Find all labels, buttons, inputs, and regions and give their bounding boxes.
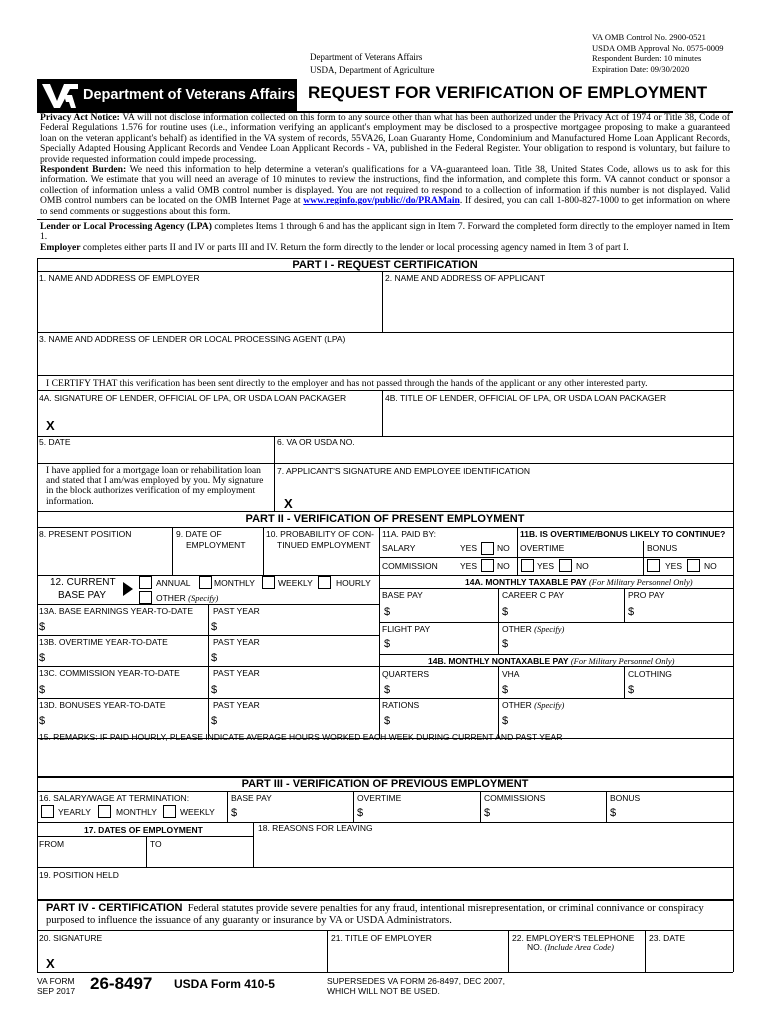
item12-label-a: 12. CURRENT <box>50 577 116 588</box>
clothing-dollar: $ <box>628 684 635 696</box>
quarters-dollar: $ <box>384 684 391 696</box>
annual-label: ANNUAL <box>156 578 191 588</box>
item13b-dollar: $ <box>39 652 46 664</box>
lender-address-field[interactable] <box>38 346 732 374</box>
item13b-past-year: PAST YEAR <box>213 637 260 647</box>
salary-no-label: NO <box>497 543 510 553</box>
footer-form-number: 26-8497 <box>90 974 153 993</box>
part4-title: PART IV - CERTIFICATION <box>46 902 183 914</box>
part4-certification <box>46 903 732 926</box>
item7-label: 7. APPLICANT'S SIGNATURE AND EMPLOYEE IDENTIFICATION <box>277 466 531 476</box>
hourly-checkbox[interactable] <box>318 576 331 589</box>
item4a-label: 4A. SIGNATURE OF LENDER, OFFICIAL OF LPA, OR USDA LOAN PACKAGER <box>39 393 347 403</box>
va-logo <box>37 79 297 113</box>
item13b-label: 13B. OVERTIME YEAR-TO-DATE <box>39 637 168 647</box>
prev-weekly-checkbox[interactable] <box>163 805 176 818</box>
employer-title-field[interactable] <box>330 945 506 970</box>
prev-bonus-dollar: $ <box>610 807 617 819</box>
part2-title: PART II - VERIFICATION OF PRESENT EMPLOYMENT <box>245 513 525 525</box>
item12-label-b: BASE PAY <box>58 590 106 601</box>
item16-label: 16. SALARY/WAGE AT TERMINATION: <box>39 793 190 803</box>
flight-pay-dollar: $ <box>384 638 391 650</box>
employer-label: Employer <box>40 242 81 253</box>
pra-link[interactable]: www.reginfo.gov/public//do/PRAMain <box>303 195 460 207</box>
privacy-text: VA will not disclose information collected on this form to any source other than what has been authorized under the Privacy Act of 1974 or Title 38, Code of Federal Regulations 1.576 for routine uses (i.e., information verifying an applicant's employment may be disclosed to a prospective mortgagee proposing to make a guaranteed loan on the veteran applicant's behalf) as identified in the VA system of records, 55VA26, Loan Guaranty Home, Condominium and Manufactured Home Loan Applicant Records, Specially Adapted Housing Applicant Records and Vendee Loan Applicant Records - VA, published in the Federal Register. Your obligation to respond is voluntary, but failure to provide requested information could impede processing. <box>40 112 730 165</box>
remarks-field[interactable] <box>38 745 732 773</box>
base-pay-label: BASE PAY <box>382 590 423 600</box>
lender-text: completes Items 1 through 6 and has the applicant sign in Item 7. Forward the completed form directly to the employer named in Item 1. <box>40 221 731 243</box>
overtime-yes-label: YES <box>537 561 555 571</box>
item18-label: 18. REASONS FOR LEAVING <box>258 823 373 833</box>
salary-yes-checkbox[interactable] <box>481 542 494 555</box>
signature-x-20: X <box>46 956 55 971</box>
burden-label: Respondent Burden: <box>40 164 127 175</box>
other-pay-label <box>156 594 218 603</box>
item5-label: 5. DATE <box>39 437 71 447</box>
item8-label: 8. PRESENT POSITION <box>39 529 132 539</box>
item6-label: 6. VA OR USDA NO. <box>277 437 355 447</box>
overtime-label: OVERTIME <box>520 543 565 553</box>
other-nontaxable-label <box>502 701 564 710</box>
commission-no-label: NO <box>497 561 510 571</box>
rations-dollar: $ <box>384 715 391 727</box>
item23-label: 23. DATE <box>649 933 686 943</box>
lender-signature-field[interactable] <box>60 406 380 434</box>
respondent-burden: Respondent Burden: 10 minutes <box>592 53 702 64</box>
other-text: OTHER <box>156 593 186 603</box>
other-nontaxable-specify: (Specify) <box>534 700 565 710</box>
employer-address-field[interactable] <box>38 284 381 331</box>
other-pay-field[interactable] <box>230 591 377 604</box>
reasons-for-leaving-field[interactable] <box>256 834 732 866</box>
item13d-past-dollar: $ <box>211 715 218 727</box>
item21-label: 21. TITLE OF EMPLOYER <box>331 933 432 943</box>
quarters-label: QUARTERS <box>382 669 430 679</box>
item13a-past-year: PAST YEAR <box>213 606 260 616</box>
va-seal-icon <box>40 81 80 111</box>
salary-label: SALARY <box>382 543 416 553</box>
lender-label: Lender or Local Processing Agency (LPA) <box>40 221 212 232</box>
prev-monthly-label: MONTHLY <box>116 807 157 817</box>
expiration-date: Expiration Date: 09/30/2020 <box>592 63 690 74</box>
arrow-right-icon <box>123 582 133 596</box>
lender-instructions <box>40 222 730 243</box>
prev-overtime-label: OVERTIME <box>357 793 402 803</box>
overtime-no-checkbox[interactable] <box>559 559 572 572</box>
flight-pay-label: FLIGHT PAY <box>382 624 431 634</box>
item11a-label: 11A. PAID BY: <box>382 529 437 539</box>
yearly-label: YEARLY <box>58 807 91 817</box>
hourly-label: HOURLY <box>336 578 371 588</box>
va-usda-no-field[interactable] <box>276 448 732 462</box>
item2-label: 2. NAME AND ADDRESS OF APPLICANT <box>385 273 546 283</box>
other-pay-checkbox[interactable] <box>139 591 152 604</box>
agency-va: Department of Veterans Affairs <box>310 52 423 62</box>
item20-label: 20. SIGNATURE <box>39 933 103 943</box>
item13c-dollar: $ <box>39 684 46 696</box>
item9-label-b: EMPLOYMENT <box>186 540 246 550</box>
part3-title: PART III - VERIFICATION OF PREVIOUS EMPLOYMENT <box>241 778 529 790</box>
vha-dollar: $ <box>502 684 509 696</box>
certify-statement: I CERTIFY THAT this verification has been sent directly to the employer and has not passed through the hands of the applicant or any other interested party. <box>46 378 648 389</box>
prev-base-pay-label: BASE PAY <box>231 793 272 803</box>
item17-label: 17. DATES OF EMPLOYMENT <box>84 825 203 835</box>
footer-supersedes-2: WHICH WILL NOT BE USED. <box>327 986 440 996</box>
applicant-signature-field[interactable] <box>298 480 730 508</box>
privacy-label: Privacy Act Notice: <box>40 112 120 123</box>
item13a-dollar: $ <box>39 621 46 633</box>
item13c-label: 13C. COMMISSION YEAR-TO-DATE <box>39 668 180 678</box>
pro-pay-dollar: $ <box>628 606 635 618</box>
item22-area-code: (Include Area Code) <box>544 942 614 952</box>
bonus-yes-label: YES <box>665 561 683 571</box>
monthly-label: MONTHLY <box>214 578 255 588</box>
overtime-no-label: NO <box>576 561 589 571</box>
footer-supersedes: SUPERSEDES VA FORM 26-8497, DEC 2007, <box>327 976 505 986</box>
prev-overtime-dollar: $ <box>357 807 364 819</box>
footer-date: SEP 2017 <box>37 986 76 996</box>
item10-label-b: TINUED EMPLOYMENT <box>277 540 371 550</box>
item13b-past-dollar: $ <box>211 652 218 664</box>
footer-usda-form: USDA Form 410-5 <box>174 977 275 991</box>
career-c-pay-label: CAREER C PAY <box>502 590 565 600</box>
certification-date-field[interactable] <box>647 945 732 970</box>
prev-bonus-label: BONUS <box>610 793 641 803</box>
lender-title-field[interactable] <box>384 406 732 434</box>
other-taxable-text: OTHER <box>502 624 532 634</box>
prev-weekly-label: WEEKLY <box>180 807 215 817</box>
weekly-checkbox[interactable] <box>262 576 275 589</box>
prev-base-pay-dollar: $ <box>231 807 238 819</box>
item1-label: 1. NAME AND ADDRESS OF EMPLOYER <box>39 273 200 283</box>
item4b-label: 4B. TITLE OF LENDER, OFFICIAL OF LPA, OR USDA LOAN PACKAGER <box>385 393 667 403</box>
form-title: REQUEST FOR VERIFICATION OF EMPLOYMENT <box>308 83 708 102</box>
item11b-label: 11B. IS OVERTIME/BONUS LIKELY TO CONTINUE? <box>520 529 726 539</box>
item22-label-b <box>527 943 614 952</box>
item13d-past-year: PAST YEAR <box>213 700 260 710</box>
omb-block <box>592 32 724 74</box>
privacy-notice <box>40 113 730 165</box>
salary-yes-label: YES <box>460 543 478 553</box>
item14a-text: 14A. MONTHLY TAXABLE PAY <box>465 577 587 587</box>
part1-title: PART I - REQUEST CERTIFICATION <box>292 259 478 271</box>
item3-label: 3. NAME AND ADDRESS OF LENDER OR LOCAL PROCESSING AGENT (LPA) <box>39 334 346 344</box>
item13a-label: 13A. BASE EARNINGS YEAR-TO-DATE <box>39 606 193 616</box>
item13d-label: 13D. BONUSES YEAR-TO-DATE <box>39 700 166 710</box>
bonus-label: BONUS <box>647 543 678 553</box>
other-nontaxable-text: OTHER <box>502 700 532 710</box>
item22-no: NO. <box>527 942 543 952</box>
monthly-checkbox[interactable] <box>199 576 212 589</box>
footer-va-form: VA FORM <box>37 976 75 986</box>
prev-monthly-checkbox[interactable] <box>98 805 111 818</box>
signature-x-7: X <box>284 496 293 511</box>
applicant-statement: I have applied for a mortgage loan or rehabilitation loan and stated that I am/was employed by you. My signature in the block authorizes verification of my employment information. <box>46 465 264 507</box>
prev-commissions-dollar: $ <box>484 807 491 819</box>
item14a-military: (For Military Personnel Only) <box>588 577 693 587</box>
other-specify: (Specify) <box>188 593 219 603</box>
omb-usda: USDA OMB Approval No. 0575-0009 <box>592 42 724 53</box>
item14b-military: (For Military Personnel Only) <box>570 656 675 666</box>
date-field[interactable] <box>38 448 272 462</box>
item14b-text: 14B. MONTHLY NONTAXABLE PAY <box>428 656 569 666</box>
omb-va: VA OMB Control No. 2900-0521 <box>592 32 706 42</box>
overtime-yes-checkbox-left[interactable] <box>521 559 534 572</box>
bonus-yes-checkbox-left[interactable] <box>647 559 660 572</box>
item14a-label <box>465 578 693 587</box>
item10-label-a: 10. PROBABILITY OF CON- <box>266 529 375 539</box>
item9-label-a: 9. DATE OF <box>176 529 222 539</box>
employer-signature-field[interactable] <box>60 945 324 970</box>
weekly-label: WEEKLY <box>278 578 313 588</box>
burden-text: We need this information to help determine a veteran's qualifications for a VA-guaranteed loan. Title 38, United States Code, allows us to ask for this information. We estimate that you will need an average of 10 minutes to review the instructions, find the information, and complete this form. VA cannot conduct or sponsor a collection of information unless a valid OMB control number is displayed. You are not required to respond to a collection of information if this number is not displayed. Valid OMB control numbers can be located on the OMB Internet Page at <box>40 164 730 207</box>
respondent-burden-notice <box>40 165 730 217</box>
prev-commissions-label: COMMISSIONS <box>484 793 546 803</box>
career-c-pay-dollar: $ <box>502 606 509 618</box>
from-label: FROM <box>39 839 65 849</box>
employer-phone-field[interactable] <box>510 954 643 970</box>
annual-checkbox[interactable] <box>139 576 152 589</box>
employer-text: completes either parts II and IV or parts III and IV. Return the form directly to the lender or local processing agency named in Item 3 of part I. <box>82 242 629 253</box>
yearly-checkbox[interactable] <box>41 805 54 818</box>
clothing-label: CLOTHING <box>628 669 672 679</box>
other-taxable-specify: (Specify) <box>534 624 565 634</box>
other-nontaxable-dollar: $ <box>502 715 509 727</box>
item13d-dollar: $ <box>39 715 46 727</box>
commission-label: COMMISSION <box>382 561 438 571</box>
applicant-address-field[interactable] <box>384 284 732 331</box>
item13c-past-year: PAST YEAR <box>213 668 260 678</box>
agency-usda: USDA, Department of Agriculture <box>310 64 435 75</box>
item14b-label <box>428 657 674 666</box>
bonus-no-label: NO <box>704 561 717 571</box>
other-taxable-dollar: $ <box>502 638 509 650</box>
item15-label: 15. REMARKS: IF PAID HOURLY, PLEASE INDICATE AVERAGE HOURS WORKED EACH WEEK DURING CURRENT AND PAST YEAR <box>39 732 563 742</box>
burden-tail: . If desired, you can call 1-800-827-1000 to get information on where to send comments or suggestions about this form. <box>40 195 730 217</box>
commission-yes-label: YES <box>460 561 478 571</box>
part4-text: Federal statutes provide severe penalties for any fraud, intentional misrepresentation, or criminal connivance or conspiracy purposed to influence the issuance of any guaranty or insurance by VA or USDA Administrators. <box>46 903 704 926</box>
item13c-past-dollar: $ <box>211 684 218 696</box>
position-held-field[interactable] <box>38 882 732 897</box>
other-taxable-label <box>502 625 564 634</box>
signature-x-4a: X <box>46 418 55 433</box>
item22-label: 22. EMPLOYER'S TELEPHONE <box>512 933 635 943</box>
item13a-past-dollar: $ <box>211 621 218 633</box>
to-label: TO <box>150 839 162 849</box>
agency-block <box>310 51 434 76</box>
pro-pay-label: PRO PAY <box>628 590 665 600</box>
rations-label: RATIONS <box>382 700 420 710</box>
base-pay-dollar: $ <box>384 606 391 618</box>
commission-yes-checkbox[interactable] <box>481 559 494 572</box>
logo-text: Department of Veterans Affairs <box>83 87 296 103</box>
employer-instructions <box>40 243 730 253</box>
bonus-no-checkbox[interactable] <box>687 559 700 572</box>
vha-label: VHA <box>502 669 520 679</box>
item19-label: 19. POSITION HELD <box>39 870 119 880</box>
